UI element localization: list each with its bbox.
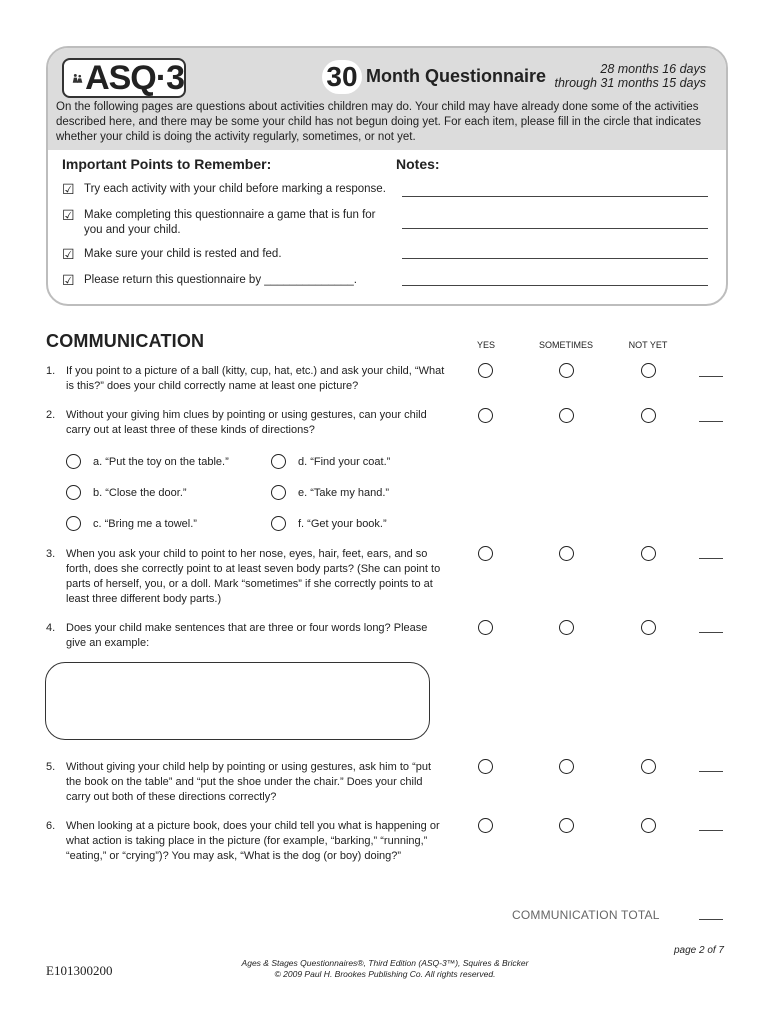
- q1-score-line[interactable]: [699, 376, 723, 377]
- notes-line[interactable]: [402, 258, 708, 259]
- q4-example-answer-box[interactable]: [45, 662, 430, 740]
- footer-line-2: © 2009 Paul H. Brookes Publishing Co. All rights reserved.: [274, 969, 496, 979]
- q2-option-b[interactable]: [66, 485, 187, 500]
- header-box: [46, 46, 728, 306]
- point-item: [62, 273, 392, 288]
- q3-score-line[interactable]: [699, 558, 723, 559]
- q6-score-line[interactable]: [699, 830, 723, 831]
- question-text: Does your child make sentences that are three or four words long? Please give an example:: [66, 622, 428, 649]
- question-number: 5.: [46, 761, 56, 773]
- question-4: [46, 621, 446, 651]
- age-range-to: through 31 months 15 days: [554, 76, 706, 90]
- title-number: 30: [322, 60, 362, 94]
- option-text: b. “Close the door.”: [93, 486, 187, 499]
- q3-sometimes-radio[interactable]: [559, 546, 574, 561]
- point-text: Try each activity with your child before marking a response.: [84, 183, 386, 195]
- checkbox-icon: ☑: [62, 207, 75, 223]
- question-5: [46, 760, 446, 805]
- form-code: E101300200: [46, 963, 113, 978]
- point-item: [62, 208, 392, 238]
- point-text: Make sure your child is rested and fed.: [84, 248, 282, 260]
- q2-option-e[interactable]: [271, 485, 389, 500]
- option-text: e. “Take my hand.”: [298, 486, 390, 499]
- q2-option-c[interactable]: [66, 516, 197, 531]
- q2-option-d[interactable]: [271, 454, 390, 469]
- q3-not-yet-radio[interactable]: [641, 546, 656, 561]
- q6-sometimes-radio[interactable]: [559, 818, 574, 833]
- checkbox-icon: ☑: [62, 272, 75, 288]
- q2-option-c-radio[interactable]: [66, 516, 81, 531]
- question-text: Without your giving him clues by pointing or using gestures, can your child carry out at least three of these kinds of directions?: [66, 409, 427, 436]
- q1-not-yet-radio[interactable]: [641, 363, 656, 378]
- footer-line-1: Ages & Stages Questionnaires®, Third Edition (ASQ-3™), Squires & Bricker: [241, 958, 529, 968]
- q4-yes-radio[interactable]: [478, 620, 493, 635]
- q2-option-a-radio[interactable]: [66, 454, 81, 469]
- question-number: 1.: [46, 365, 56, 377]
- q6-yes-radio[interactable]: [478, 818, 493, 833]
- question-text: If you point to a picture of a ball (kitty, cup, hat, etc.) and ask your child, “What is this?” does your child correctly name at least one picture?: [66, 365, 445, 392]
- q1-sometimes-radio[interactable]: [559, 363, 574, 378]
- copyright-footer: [210, 958, 560, 980]
- q5-not-yet-radio[interactable]: [641, 759, 656, 774]
- q2-score-line[interactable]: [699, 421, 723, 422]
- q4-not-yet-radio[interactable]: [641, 620, 656, 635]
- q2-not-yet-radio[interactable]: [641, 408, 656, 423]
- point-item: [62, 247, 392, 262]
- column-not-yet: NOT YET: [628, 340, 668, 350]
- q5-score-line[interactable]: [699, 771, 723, 772]
- option-text: d. “Find your coat.”: [298, 455, 391, 468]
- page-title: Month Questionnaire: [366, 66, 546, 86]
- q5-yes-radio[interactable]: [478, 759, 493, 774]
- q2-option-f-radio[interactable]: [271, 516, 286, 531]
- question-number: 4.: [46, 622, 56, 634]
- age-range-from: 28 months 16 days: [600, 62, 706, 76]
- intro-text: On the following pages are questions about activities children may do. Your child may have already done some of the activities described here, and there may be some your child has not begun doing yet. For each item, please fill in the circle that indicates whether your child is doing the activity regularly, sometimes, or not yet.: [56, 101, 701, 143]
- column-sometimes: SOMETIMES: [538, 340, 593, 350]
- option-text: c. “Bring me a towel.”: [93, 517, 197, 530]
- q2-option-d-radio[interactable]: [271, 454, 286, 469]
- point-text: Please return this questionnaire by ______________.: [84, 274, 358, 286]
- notes-heading: Notes:: [396, 156, 440, 172]
- communication-total-label: COMMUNICATION TOTAL: [512, 908, 660, 922]
- column-yes: YES: [476, 340, 495, 350]
- point-item: [62, 182, 392, 197]
- notes-line[interactable]: [402, 285, 708, 286]
- q2-option-b-radio[interactable]: [66, 485, 81, 500]
- logo-text: ASQ·3: [85, 58, 184, 97]
- q2-yes-radio[interactable]: [478, 408, 493, 423]
- question-text: When looking at a picture book, does your child tell you what is happening or what action is taking place in the picture (for example, “barking,” “running,” “eating,” or “crying”)? You may ask, “What is the dog (or boy) doing?”: [66, 820, 440, 862]
- communication-total-line[interactable]: [699, 919, 723, 920]
- q5-sometimes-radio[interactable]: [559, 759, 574, 774]
- question-2: [46, 408, 446, 438]
- q6-not-yet-radio[interactable]: [641, 818, 656, 833]
- q1-yes-radio[interactable]: [478, 363, 493, 378]
- age-range: [555, 62, 707, 90]
- points-heading: Important Points to Remember:: [62, 156, 272, 172]
- question-number: 2.: [46, 409, 56, 421]
- checkbox-icon: ☑: [62, 181, 75, 197]
- option-text: f. “Get your book.”: [298, 517, 387, 530]
- question-number: 6.: [46, 820, 56, 832]
- checkbox-icon: ☑: [62, 246, 75, 262]
- question-6: [46, 819, 446, 864]
- point-text: Make completing this questionnaire a game that is fun for you and your child.: [84, 209, 376, 236]
- children-logo-icon: [72, 65, 83, 91]
- notes-line[interactable]: [402, 228, 708, 229]
- question-number: 3.: [46, 548, 56, 560]
- q2-sometimes-radio[interactable]: [559, 408, 574, 423]
- question-text: When you ask your child to point to her nose, eyes, hair, feet, ears, and so forth, does she correctly point to at least seven body parts? (She can point to parts of herself, you, or a doll. Mark “sometimes” if she correctly points to at least three different body parts.): [66, 548, 441, 605]
- q3-yes-radio[interactable]: [478, 546, 493, 561]
- q2-option-f[interactable]: [271, 516, 387, 531]
- question-1: [46, 364, 446, 394]
- q4-sometimes-radio[interactable]: [559, 620, 574, 635]
- option-text: a. “Put the toy on the table.”: [93, 455, 229, 468]
- q2-option-a[interactable]: [66, 454, 229, 469]
- notes-line[interactable]: [402, 196, 708, 197]
- asq3-logo: [62, 58, 186, 98]
- q4-score-line[interactable]: [699, 632, 723, 633]
- question-3: [46, 547, 446, 607]
- q2-option-e-radio[interactable]: [271, 485, 286, 500]
- section-title: COMMUNICATION: [46, 331, 205, 351]
- question-text: Without giving your child help by pointing or using gestures, ask him to “put the book on the table” and “put the shoe under the chair.” Does your child carry out both of these directions correctly?: [66, 761, 432, 803]
- page-number: page 2 of 7: [673, 945, 724, 956]
